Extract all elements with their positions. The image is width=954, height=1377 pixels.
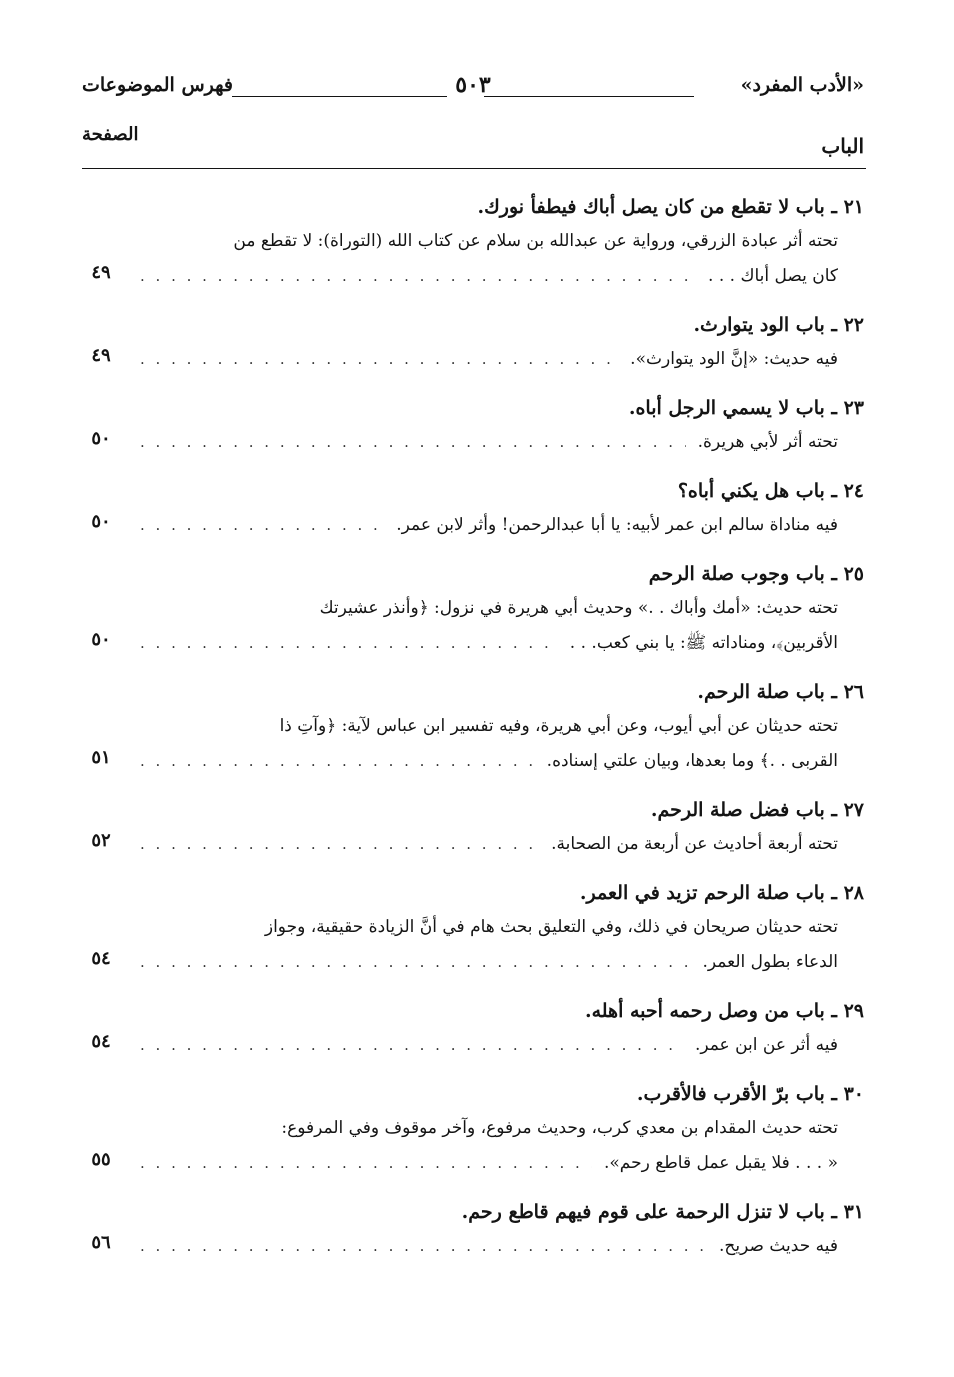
column-headers bbox=[82, 124, 864, 164]
dot-leader bbox=[140, 259, 696, 294]
entry-title: ٣١ ـ باب لا تنزل الرحمة على قوم فيهم قاطع رحم. bbox=[461, 1201, 864, 1223]
section-title: فهرس الموضوعات bbox=[82, 74, 233, 96]
header-rule-left bbox=[232, 96, 447, 97]
index-entry bbox=[70, 994, 886, 1063]
entry-description-line: الدعاء بطول العمر. bbox=[702, 952, 838, 972]
entry-description-line: فيه أثر عن ابن عمر. bbox=[694, 1035, 838, 1055]
entry-last-line bbox=[91, 626, 838, 661]
entry-description bbox=[70, 1028, 886, 1063]
dot-leader bbox=[140, 1028, 683, 1063]
entry-title: ٢٨ ـ باب صلة الرحم تزيد في العمر. bbox=[579, 882, 864, 904]
entry-page-number: ٥٤ bbox=[91, 948, 111, 969]
book-title: «الأدب المفرد» bbox=[740, 74, 864, 96]
entry-description bbox=[70, 591, 886, 661]
entry-description-line: تحته أثر لأبي هريرة. bbox=[697, 432, 838, 452]
entry-page-number: ٥٦ bbox=[91, 1232, 111, 1253]
entry-last-line bbox=[91, 945, 838, 980]
dot-leader bbox=[140, 425, 686, 460]
entry-description-line: فيه مناداة سالم ابن عمر لأبيه: يا أبا عبدالرحمن! وأثر لابن عمر. bbox=[396, 515, 838, 535]
entry-description-line: كان يصل أباك . . . bbox=[708, 266, 838, 286]
index-entry bbox=[70, 675, 886, 779]
entry-description-line: تحته حديث: «أمك وأباك . .» وحديث أبي هريرة في نزول: ﴿وأنذر عشيرتك bbox=[319, 598, 838, 618]
entry-title: ٢٢ ـ باب الود يتوارث. bbox=[693, 314, 864, 336]
entry-page-number: ٥٠ bbox=[91, 629, 111, 650]
entry-title: ٣٠ ـ باب برّ الأقرب فالأقرب. bbox=[636, 1083, 864, 1105]
entry-page-number: ٥٤ bbox=[91, 1031, 111, 1052]
entry-description-line: تحته أربعة أحاديث عن أربعة من الصحابة. bbox=[551, 834, 838, 854]
entry-description bbox=[70, 1229, 886, 1264]
entry-description-line: القربى . .﴾ وما بعدها، وبيان علتي إسناده. bbox=[546, 751, 838, 771]
dot-leader bbox=[140, 945, 691, 980]
entry-title: ٢٤ ـ باب هل يكني أباه؟ bbox=[677, 480, 864, 502]
entry-last-line bbox=[91, 744, 838, 779]
entry-description bbox=[70, 342, 886, 377]
entry-page-number: ٥٠ bbox=[91, 511, 111, 532]
header-divider bbox=[82, 168, 866, 169]
entry-page-number: ٤٩ bbox=[91, 345, 111, 366]
entry-title: ٢٦ ـ باب صلة الرحم. bbox=[697, 681, 864, 703]
entry-page-number: ٥١ bbox=[91, 747, 111, 768]
page-number: ٥٠٣ bbox=[455, 72, 491, 98]
entry-description bbox=[70, 709, 886, 779]
index-entry bbox=[70, 793, 886, 862]
dot-leader bbox=[140, 342, 618, 377]
entry-description-line: تحته حديثان عن أبي أيوب، وعن أبي هريرة، وفيه تفسير ابن عباس لآية: ﴿وآتِ ذا bbox=[279, 716, 838, 736]
entry-description bbox=[70, 1111, 886, 1181]
index-entry bbox=[70, 190, 886, 294]
index-entry bbox=[70, 391, 886, 460]
dot-leader bbox=[140, 508, 384, 543]
page-column-header: الصفحة bbox=[82, 124, 139, 145]
entry-description-line: « . . . فلا يقبل عمل قاطع رحم». bbox=[603, 1153, 838, 1173]
dot-leader bbox=[140, 827, 539, 862]
entry-description bbox=[70, 910, 886, 980]
entry-title: ٢١ ـ باب لا تقطع من كان يصل أباك فيطفأ نورك. bbox=[477, 196, 864, 218]
index-entry bbox=[70, 876, 886, 980]
index-entry bbox=[70, 308, 886, 377]
entry-title: ٢٣ ـ باب لا يسمي الرجل أباه. bbox=[628, 397, 864, 419]
dot-leader bbox=[140, 626, 558, 661]
chapter-column-header: الباب bbox=[821, 134, 864, 158]
entry-page-number: ٥٥ bbox=[91, 1149, 111, 1170]
running-header bbox=[82, 74, 864, 108]
index-entries bbox=[70, 190, 886, 1278]
entry-last-line bbox=[91, 827, 838, 862]
entry-last-line bbox=[91, 1146, 838, 1181]
entry-page-number: ٤٩ bbox=[91, 262, 111, 283]
index-entry bbox=[70, 474, 886, 543]
entry-last-line bbox=[91, 1028, 838, 1063]
entry-description bbox=[70, 425, 886, 460]
index-entry bbox=[70, 1077, 886, 1181]
entry-description-line: تحته حديث المقدام بن معدي كرب، وحديث مرفوع، وآخر موقوف وفي المرفوع: bbox=[281, 1118, 838, 1138]
entry-page-number: ٥٢ bbox=[91, 830, 111, 851]
entry-description bbox=[70, 827, 886, 862]
entry-title: ٢٩ ـ باب من وصل رحمه أحبه أهله. bbox=[584, 1000, 864, 1022]
entry-title: ٢٧ ـ باب فضل صلة الرحم. bbox=[650, 799, 864, 821]
entry-last-line bbox=[91, 1229, 838, 1264]
dot-leader bbox=[140, 1146, 592, 1181]
entry-last-line bbox=[91, 342, 838, 377]
entry-description-line: فيه حديث: «إنَّ الود يتوارث». bbox=[630, 349, 838, 369]
entry-page-number: ٥٠ bbox=[91, 428, 111, 449]
entry-last-line bbox=[91, 259, 838, 294]
index-entry bbox=[70, 1195, 886, 1264]
entry-description-line: فيه حديث صريح. bbox=[719, 1236, 838, 1256]
entry-last-line bbox=[91, 508, 838, 543]
entry-description bbox=[70, 224, 886, 294]
entry-description-line: الأقربين﴾، ومناداته ﷺ: يا بني كعب. . . bbox=[569, 633, 838, 653]
entry-title: ٢٥ ـ باب وجوب صلة الرحم bbox=[648, 563, 864, 585]
index-entry bbox=[70, 557, 886, 661]
dot-leader bbox=[140, 1229, 707, 1264]
entry-description-line: تحته أثر عبادة الزرقي، ورواية عن عبدالله بن سلام عن كتاب الله (التوراة): لا تقطع من bbox=[233, 231, 838, 251]
entry-description bbox=[70, 508, 886, 543]
entry-description-line: تحته حديثان صريحان في ذلك، وفي التعليق بحث هام في أنَّ الزيادة حقيقية، وجواز bbox=[264, 917, 838, 937]
dot-leader bbox=[140, 744, 535, 779]
entry-last-line bbox=[91, 425, 838, 460]
